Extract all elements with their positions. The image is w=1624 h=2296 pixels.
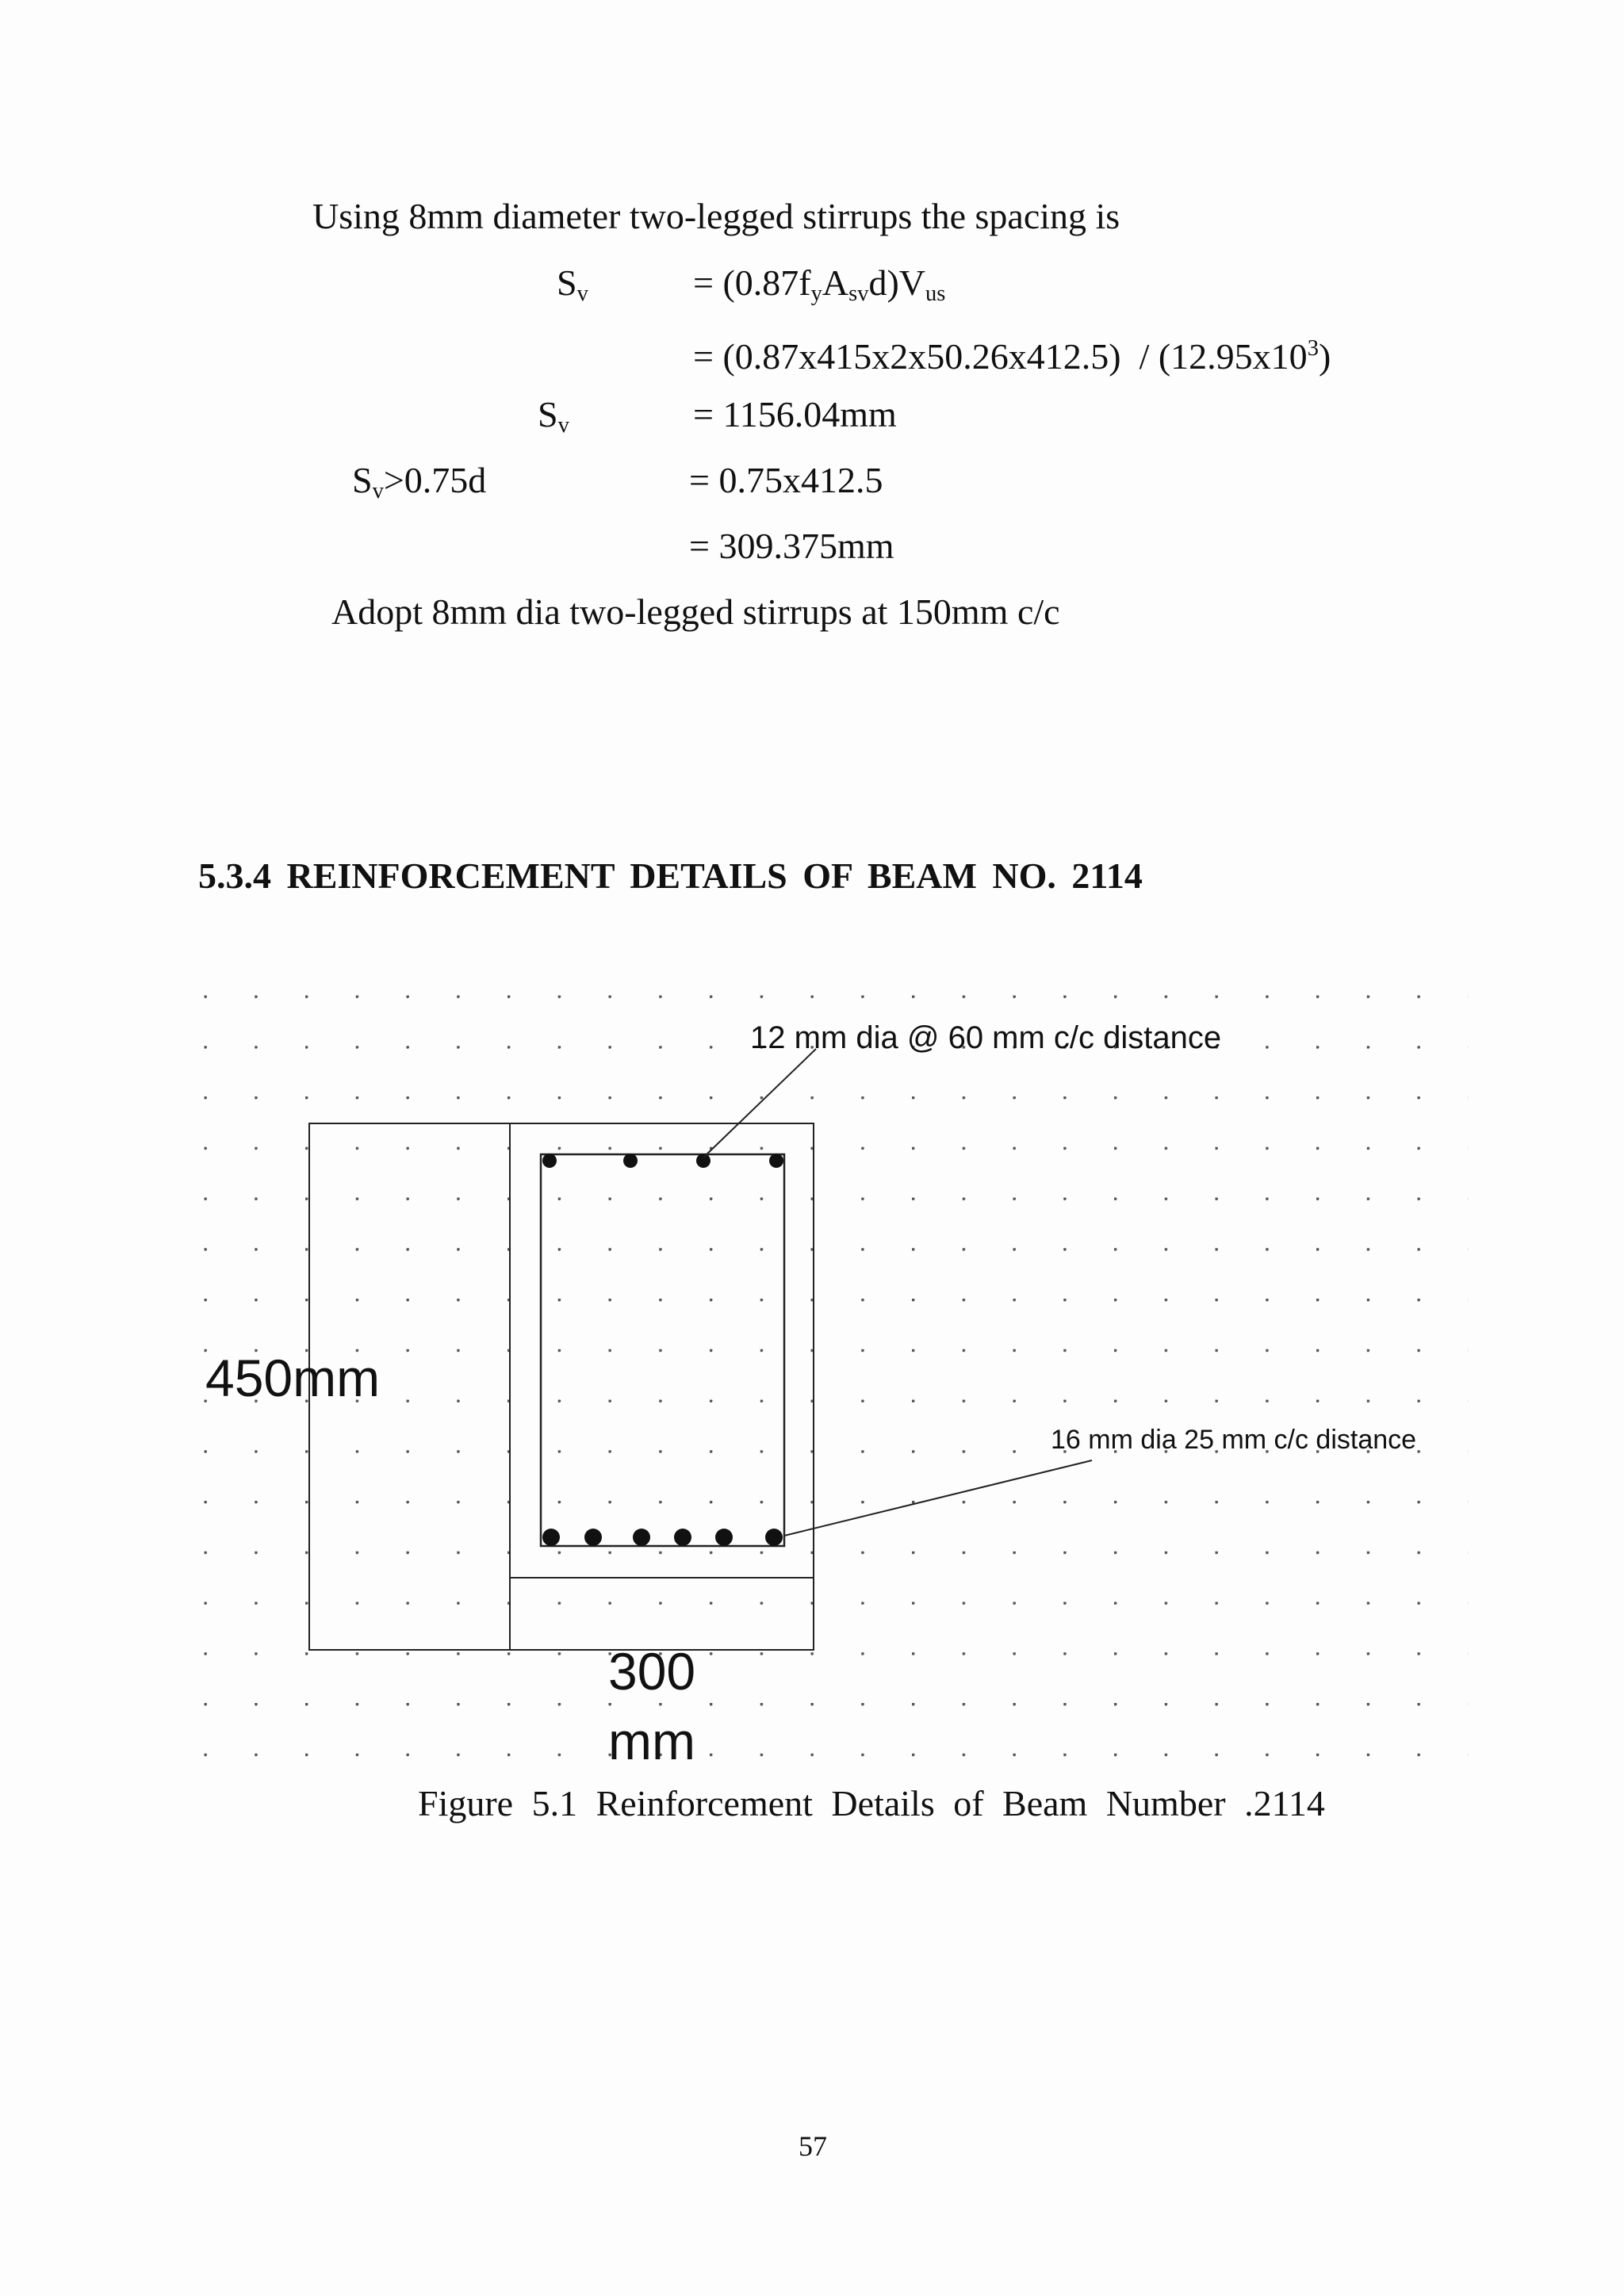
formula-part-b: A (822, 262, 849, 303)
intro-line: Using 8mm diameter two-legged stirrups the spacing is (312, 196, 1120, 236)
substitution-part-b: ) (1318, 336, 1331, 377)
page-number: 57 (799, 2130, 827, 2162)
substitution-part-a: = (0.87x415x2x50.26x412.5) / (12.95x10 (693, 336, 1308, 377)
beam-section-figure (0, 967, 1624, 1808)
width-label-value: 300 (608, 1642, 696, 1701)
sv-check-result: = 309.375mm (689, 526, 894, 566)
sv-check-rhs: = 0.75x412.5 (689, 460, 883, 500)
adopt-line: Adopt 8mm dia two-legged stirrups at 150mm c/c (331, 591, 1060, 632)
sv-subscript: v (557, 413, 569, 438)
top-bar (623, 1154, 638, 1168)
sv-symbol: S (352, 460, 373, 500)
figure-caption: Figure 5.1 Reinforcement Details of Beam Number .2114 (418, 1783, 1325, 1823)
formula-part-c: d)V (868, 262, 925, 303)
bottom-bar (542, 1529, 560, 1546)
sv-substitution (693, 327, 1331, 379)
sv-formula-lhs (557, 261, 588, 316)
top-bar (696, 1154, 710, 1168)
sv-result-rhs: = 1156.04mm (693, 394, 897, 434)
exponent-superscript: 3 (1307, 336, 1319, 361)
bottom-bar-label: 16 mm dia 25 mm c/c distance (1051, 1425, 1417, 1455)
sv-subscript: v (576, 281, 588, 307)
top-bar (542, 1154, 557, 1168)
bottom-bar (633, 1529, 650, 1546)
vus-subscript: us (925, 281, 946, 307)
sv-formula-rhs (693, 261, 945, 316)
sv-check-lhs (352, 458, 486, 514)
bottom-bar (584, 1529, 602, 1546)
sv-check-condition: >0.75d (383, 460, 487, 500)
formula-part-a: = (0.87f (693, 262, 811, 303)
sv-symbol: S (557, 262, 577, 303)
sv-result-lhs (538, 392, 569, 448)
fy-subscript: y (810, 281, 822, 307)
sv-symbol: S (538, 394, 558, 434)
asv-subscript: sv (848, 281, 869, 307)
bottom-bar (715, 1529, 733, 1546)
depth-label: 450mm (205, 1349, 381, 1407)
bottom-bar (765, 1529, 783, 1546)
section-heading: 5.3.4 REINFORCEMENT DETAILS OF BEAM NO. 2114 (198, 855, 1143, 896)
width-label-unit: mm (608, 1712, 695, 1770)
sv-subscript: v (372, 479, 384, 504)
bottom-bar (674, 1529, 691, 1546)
dot-grid (205, 996, 1469, 1804)
top-bar (769, 1154, 783, 1168)
top-bar-label: 12 mm dia @ 60 mm c/c distance (750, 1020, 1222, 1055)
